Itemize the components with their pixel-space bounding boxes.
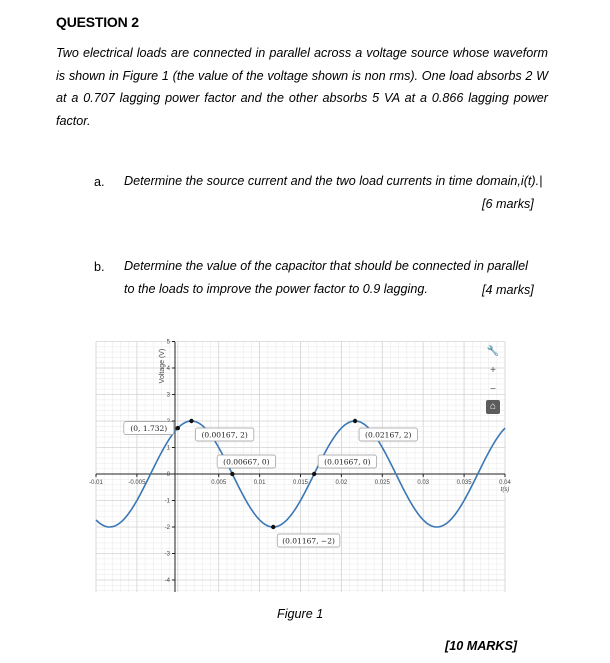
x-tick-label: 0.04 (499, 480, 511, 486)
y-tick-label: 3 (166, 392, 170, 399)
annotation-label: (0.00667, 0) (223, 457, 270, 467)
data-point (189, 419, 193, 423)
x-tick-label: -0.01 (89, 480, 103, 486)
y-tick-label: -3 (164, 551, 170, 558)
annotation-label: (0.00167, 2) (201, 430, 248, 440)
annotation-label: (0.02167, 2) (365, 430, 412, 440)
y-tick-label: 5 (166, 339, 170, 346)
x-tick-label: 0.035 (456, 480, 472, 486)
x-tick-label: 0.015 (292, 480, 309, 486)
data-point (312, 472, 316, 476)
y-tick-label: -2 (164, 525, 170, 531)
part-a-text: Determine the source current and the two load currents in time domain,i(t).| (124, 174, 543, 188)
x-tick-label: 0.01 (253, 480, 266, 486)
annotation-label: (0.01667, 0) (324, 457, 371, 467)
part-a-letter: a. (94, 175, 105, 189)
part-b-marks: [4 marks] (482, 283, 534, 297)
zoom-in-icon[interactable]: + (490, 365, 496, 376)
figure-caption: Figure 1 (277, 607, 324, 621)
annotation-label: (0, 1.732) (130, 423, 168, 433)
y-tick-label: 0 (166, 472, 170, 478)
x-tick-label: 0.025 (374, 480, 390, 486)
zoom-out-icon[interactable]: − (490, 384, 496, 395)
wrench-icon[interactable]: 🔧 (486, 346, 500, 357)
part-b-letter: b. (94, 260, 105, 274)
data-point (230, 472, 234, 476)
total-marks: [10 MARKS] (445, 639, 518, 653)
part-b-line2: to the loads to improve the power factor to 0.9 lagging. (124, 282, 428, 296)
data-point (176, 426, 180, 430)
data-point (353, 419, 357, 423)
x-axis-label: t(s) (500, 487, 510, 493)
y-tick-label: -1 (164, 498, 170, 505)
annotation-label: (0.01167, −2) (282, 536, 335, 546)
y-tick-label: -4 (164, 578, 170, 584)
x-tick-label: -0.005 (128, 480, 146, 486)
y-tick-label: 1 (166, 445, 170, 452)
home-icon[interactable]: ⌂ (486, 400, 500, 414)
y-tick-label: 4 (166, 366, 170, 372)
question-intro: Two electrical loads are connected in parallel across a voltage source whose waveform is shown in Figure 1 (the value of the voltage shown is non rms). One load absorbs 2 W at a 0.707 lagging power factor and the other absorbs 5 VA at a 0.866 lagging power factor. (56, 46, 548, 128)
data-point (271, 525, 275, 529)
part-b-line1: Determine the value of the capacitor that should be connected in parallel (124, 259, 528, 273)
y-axis-label: Voltage (V) (159, 348, 166, 384)
x-tick-label: 0.03 (417, 480, 430, 486)
part-a-marks: [6 marks] (482, 197, 534, 211)
question-heading: QUESTION 2 (56, 14, 139, 30)
x-tick-label: 0.02 (335, 480, 348, 486)
x-tick-label: 0.005 (211, 480, 227, 486)
